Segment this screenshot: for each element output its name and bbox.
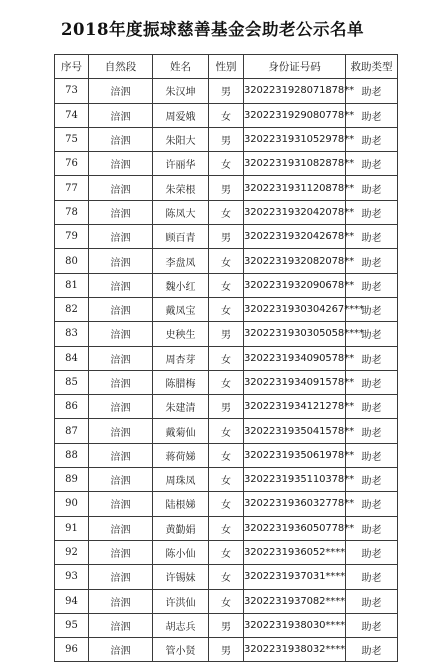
cell-id: 3202231931052978** xyxy=(244,127,346,151)
table-row xyxy=(55,200,398,224)
cell-seq: 73 xyxy=(55,79,89,103)
cell-seq: 90 xyxy=(55,492,89,516)
cell-seq: 87 xyxy=(55,419,89,443)
cell-aid-type: 助老 xyxy=(346,395,398,419)
table-row xyxy=(55,176,398,200)
cell-village: 涪泗 xyxy=(89,370,153,394)
table-row xyxy=(55,589,398,613)
cell-seq: 89 xyxy=(55,468,89,492)
cell-id: 3202231934121278** xyxy=(244,395,346,419)
cell-name: 戴菊仙 xyxy=(153,419,209,443)
cell-sex: 女 xyxy=(209,589,244,613)
cell-seq: 94 xyxy=(55,589,89,613)
cell-aid-type: 助老 xyxy=(346,638,398,662)
cell-sex: 女 xyxy=(209,492,244,516)
cell-sex: 男 xyxy=(209,176,244,200)
cell-name: 陈凤大 xyxy=(153,200,209,224)
cell-village: 涪泗 xyxy=(89,273,153,297)
cell-village: 涪泗 xyxy=(89,395,153,419)
cell-sex: 女 xyxy=(209,297,244,321)
cell-sex: 男 xyxy=(209,127,244,151)
cell-id: 3202231937031**** xyxy=(244,565,346,589)
cell-id: 3202231935061978** xyxy=(244,443,346,467)
cell-seq: 81 xyxy=(55,273,89,297)
cell-seq: 80 xyxy=(55,249,89,273)
cell-sex: 女 xyxy=(209,419,244,443)
table-row xyxy=(55,468,398,492)
cell-name: 朱建清 xyxy=(153,395,209,419)
header-aid-type: 救助类型 xyxy=(346,55,398,79)
cell-village: 涪泗 xyxy=(89,468,153,492)
cell-village: 涪泗 xyxy=(89,176,153,200)
table-row xyxy=(55,638,398,662)
cell-id: 3202231930304267**** xyxy=(244,297,346,321)
cell-seq: 74 xyxy=(55,103,89,127)
cell-id: 3202231936032778** xyxy=(244,492,346,516)
cell-id: 3202231936050778** xyxy=(244,516,346,540)
cell-sex: 女 xyxy=(209,516,244,540)
cell-id: 3202231935041578** xyxy=(244,419,346,443)
cell-village: 涪泗 xyxy=(89,443,153,467)
cell-id: 3202231938032**** xyxy=(244,638,346,662)
cell-seq: 93 xyxy=(55,565,89,589)
cell-village: 涪泗 xyxy=(89,516,153,540)
table-row xyxy=(55,79,398,103)
cell-sex: 女 xyxy=(209,540,244,564)
cell-aid-type: 助老 xyxy=(346,79,398,103)
cell-aid-type: 助老 xyxy=(346,565,398,589)
cell-id: 3202231932042678** xyxy=(244,225,346,249)
cell-aid-type: 助老 xyxy=(346,322,398,346)
cell-name: 陆根娣 xyxy=(153,492,209,516)
cell-name: 管小贤 xyxy=(153,638,209,662)
cell-id: 3202231930305058**** xyxy=(244,322,346,346)
cell-seq: 96 xyxy=(55,638,89,662)
cell-name: 李盘凤 xyxy=(153,249,209,273)
header-name: 姓名 xyxy=(153,55,209,79)
cell-id: 3202231929080778** xyxy=(244,103,346,127)
cell-sex: 女 xyxy=(209,103,244,127)
cell-sex: 男 xyxy=(209,638,244,662)
table-row xyxy=(55,613,398,637)
cell-id: 3202231937082**** xyxy=(244,589,346,613)
cell-village: 涪泗 xyxy=(89,322,153,346)
table-row xyxy=(55,516,398,540)
cell-seq: 75 xyxy=(55,127,89,151)
table-row xyxy=(55,492,398,516)
cell-village: 涪泗 xyxy=(89,638,153,662)
cell-name: 陈腊梅 xyxy=(153,370,209,394)
header-sex: 性别 xyxy=(209,55,244,79)
cell-seq: 91 xyxy=(55,516,89,540)
cell-name: 蒋荷娣 xyxy=(153,443,209,467)
cell-seq: 86 xyxy=(55,395,89,419)
table-row xyxy=(55,127,398,151)
cell-name: 陈小仙 xyxy=(153,540,209,564)
table-row xyxy=(55,395,398,419)
table-row xyxy=(55,249,398,273)
header-village: 自然段 xyxy=(89,55,153,79)
cell-name: 史秧生 xyxy=(153,322,209,346)
cell-sex: 男 xyxy=(209,79,244,103)
cell-name: 朱汉坤 xyxy=(153,79,209,103)
cell-village: 涪泗 xyxy=(89,79,153,103)
cell-name: 朱荣根 xyxy=(153,176,209,200)
table-row xyxy=(55,370,398,394)
cell-seq: 77 xyxy=(55,176,89,200)
cell-sex: 女 xyxy=(209,200,244,224)
cell-aid-type: 助老 xyxy=(346,613,398,637)
cell-name: 周珠凤 xyxy=(153,468,209,492)
cell-name: 许锡妹 xyxy=(153,565,209,589)
cell-id: 3202231936052**** xyxy=(244,540,346,564)
cell-village: 涪泗 xyxy=(89,589,153,613)
cell-aid-type: 助老 xyxy=(346,225,398,249)
cell-aid-type: 助老 xyxy=(346,492,398,516)
cell-aid-type: 助老 xyxy=(346,419,398,443)
table-row xyxy=(55,540,398,564)
cell-id: 3202231932042078** xyxy=(244,200,346,224)
cell-sex: 女 xyxy=(209,443,244,467)
document-title: 2018年度振球慈善基金会助老公示名单 xyxy=(61,20,364,39)
table-row xyxy=(55,565,398,589)
cell-id: 3202231934090578** xyxy=(244,346,346,370)
cell-village: 涪泗 xyxy=(89,613,153,637)
table-row xyxy=(55,273,398,297)
cell-village: 涪泗 xyxy=(89,225,153,249)
cell-name: 周爱娥 xyxy=(153,103,209,127)
cell-aid-type: 助老 xyxy=(346,468,398,492)
cell-seq: 83 xyxy=(55,322,89,346)
cell-id: 3202231931082878** xyxy=(244,152,346,176)
cell-name: 许丽华 xyxy=(153,152,209,176)
cell-sex: 女 xyxy=(209,565,244,589)
cell-village: 涪泗 xyxy=(89,152,153,176)
cell-sex: 女 xyxy=(209,152,244,176)
cell-sex: 女 xyxy=(209,346,244,370)
cell-seq: 92 xyxy=(55,540,89,564)
cell-aid-type: 助老 xyxy=(346,200,398,224)
cell-aid-type: 助老 xyxy=(346,516,398,540)
table-row xyxy=(55,225,398,249)
cell-aid-type: 助老 xyxy=(346,103,398,127)
cell-name: 顾百青 xyxy=(153,225,209,249)
header-seq: 序号 xyxy=(55,55,89,79)
cell-village: 涪泗 xyxy=(89,346,153,370)
cell-name: 戴凤宝 xyxy=(153,297,209,321)
cell-aid-type: 助老 xyxy=(346,297,398,321)
cell-name: 朱阳大 xyxy=(153,127,209,151)
cell-village: 涪泗 xyxy=(89,127,153,151)
cell-id: 3202231932082078** xyxy=(244,249,346,273)
cell-aid-type: 助老 xyxy=(346,249,398,273)
cell-village: 涪泗 xyxy=(89,419,153,443)
cell-id: 3202231938030**** xyxy=(244,613,346,637)
cell-id: 3202231934091578** xyxy=(244,370,346,394)
table-row xyxy=(55,419,398,443)
cell-village: 涪泗 xyxy=(89,540,153,564)
table-row xyxy=(55,346,398,370)
cell-sex: 女 xyxy=(209,370,244,394)
cell-village: 涪泗 xyxy=(89,249,153,273)
cell-sex: 男 xyxy=(209,322,244,346)
cell-aid-type: 助老 xyxy=(346,346,398,370)
cell-aid-type: 助老 xyxy=(346,370,398,394)
cell-name: 胡志兵 xyxy=(153,613,209,637)
header-id: 身份证号码 xyxy=(244,55,346,79)
cell-aid-type: 助老 xyxy=(346,540,398,564)
cell-seq: 88 xyxy=(55,443,89,467)
table-row xyxy=(55,443,398,467)
table-row xyxy=(55,103,398,127)
cell-sex: 男 xyxy=(209,395,244,419)
cell-seq: 79 xyxy=(55,225,89,249)
cell-village: 涪泗 xyxy=(89,565,153,589)
cell-sex: 女 xyxy=(209,249,244,273)
cell-aid-type: 助老 xyxy=(346,589,398,613)
cell-sex: 男 xyxy=(209,613,244,637)
cell-name: 周杏芽 xyxy=(153,346,209,370)
cell-id: 3202231935110378** xyxy=(244,468,346,492)
cell-name: 黄勤娟 xyxy=(153,516,209,540)
cell-aid-type: 助老 xyxy=(346,273,398,297)
cell-village: 涪泗 xyxy=(89,492,153,516)
header-row xyxy=(55,55,398,79)
table-row xyxy=(55,322,398,346)
cell-seq: 78 xyxy=(55,200,89,224)
cell-id: 3202231931120878** xyxy=(244,176,346,200)
cell-name: 许洪仙 xyxy=(153,589,209,613)
cell-sex: 女 xyxy=(209,273,244,297)
cell-seq: 95 xyxy=(55,613,89,637)
cell-seq: 85 xyxy=(55,370,89,394)
cell-aid-type: 助老 xyxy=(346,152,398,176)
cell-village: 涪泗 xyxy=(89,103,153,127)
cell-aid-type: 助老 xyxy=(346,127,398,151)
beneficiary-table xyxy=(54,54,398,662)
table-row xyxy=(55,297,398,321)
table-row xyxy=(55,152,398,176)
cell-sex: 男 xyxy=(209,225,244,249)
cell-seq: 84 xyxy=(55,346,89,370)
cell-id: 3202231928071878** xyxy=(244,79,346,103)
table-header xyxy=(55,55,398,79)
cell-village: 涪泗 xyxy=(89,297,153,321)
cell-sex: 女 xyxy=(209,468,244,492)
cell-village: 涪泗 xyxy=(89,200,153,224)
table-body xyxy=(55,79,398,662)
cell-name: 魏小红 xyxy=(153,273,209,297)
cell-aid-type: 助老 xyxy=(346,176,398,200)
cell-aid-type: 助老 xyxy=(346,443,398,467)
cell-id: 3202231932090678** xyxy=(244,273,346,297)
cell-seq: 76 xyxy=(55,152,89,176)
cell-seq: 82 xyxy=(55,297,89,321)
